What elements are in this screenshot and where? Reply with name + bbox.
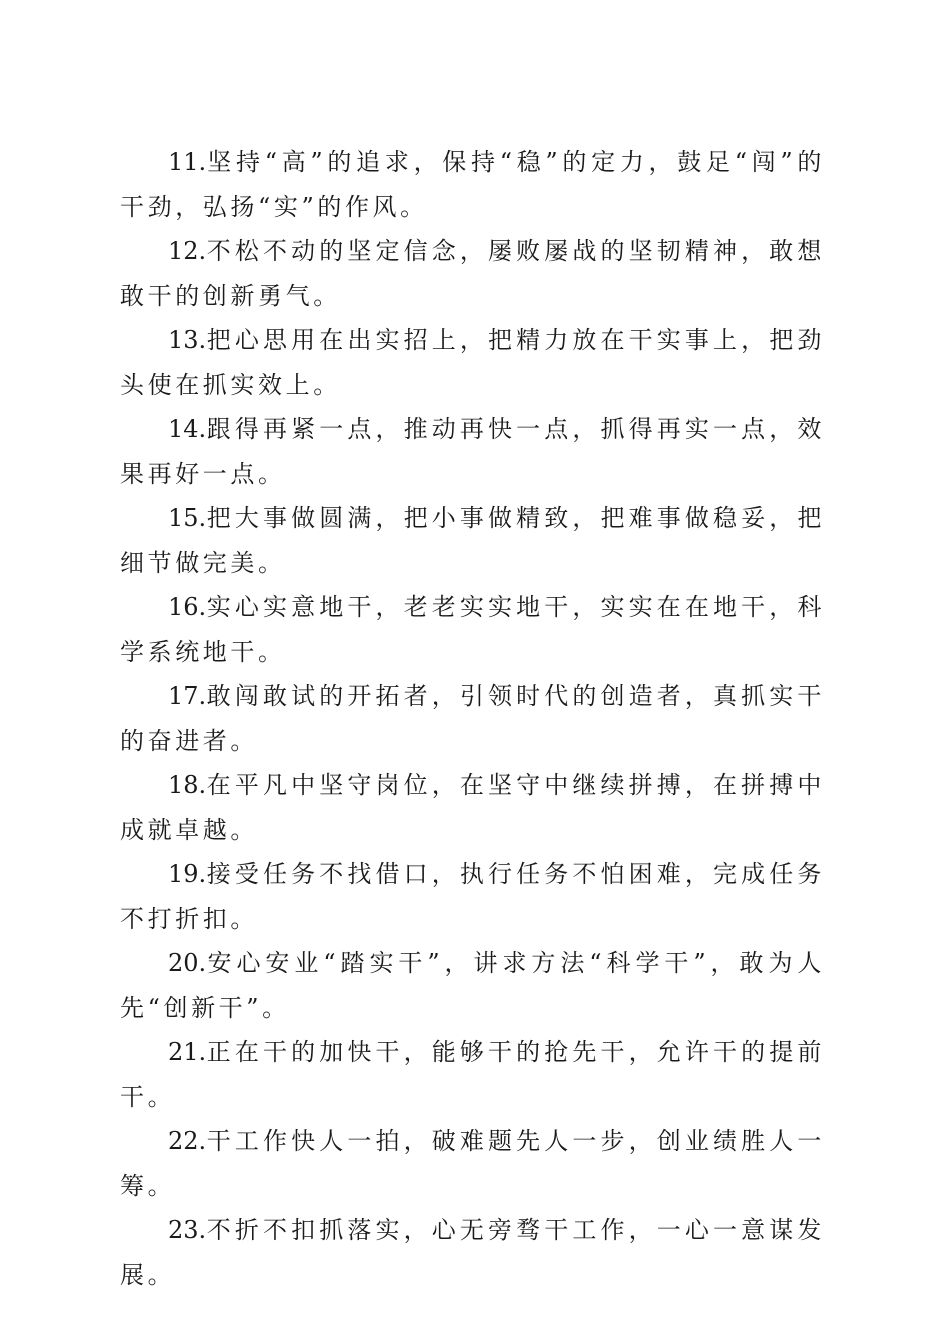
list-item — [120, 140, 825, 229]
item-text: 坚持“高”的追求，保持“稳”的定力，鼓足“闯”的干劲，弘扬“实”的作风。 — [120, 148, 825, 221]
list-item — [120, 941, 825, 1030]
list-item — [120, 496, 825, 585]
item-number: 17. — [168, 682, 207, 710]
item-text: 安心安业“踏实干”，讲求方法“科学干”，敢为人先“创新干”。 — [120, 949, 825, 1022]
item-text: 不折不扣抓落实，心无旁骛干工作，一心一意谋发展。 — [120, 1216, 825, 1289]
item-text: 跟得再紧一点，推动再快一点，抓得再实一点，效果再好一点。 — [120, 415, 825, 488]
list-item — [120, 1119, 825, 1208]
list-item — [120, 763, 825, 852]
list-item — [120, 585, 825, 674]
item-number: 21. — [168, 1038, 207, 1066]
item-text: 把大事做圆满，把小事做精致，把难事做稳妥，把细节做完美。 — [120, 504, 825, 577]
list-item — [120, 1030, 825, 1119]
item-text: 不松不动的坚定信念，屡败屡战的坚韧精神，敢想敢干的创新勇气。 — [120, 237, 825, 310]
list-item — [120, 1208, 825, 1297]
item-text: 实心实意地干，老老实实地干，实实在在地干，科学系统地干。 — [120, 593, 825, 666]
item-text: 在平凡中坚守岗位，在坚守中继续拼搏，在拼搏中成就卓越。 — [120, 771, 825, 844]
item-text: 接受任务不找借口，执行任务不怕困难，完成任务不打折扣。 — [120, 860, 825, 933]
item-text: 干工作快人一拍，破难题先人一步，创业绩胜人一筹。 — [120, 1127, 825, 1200]
list-item — [120, 852, 825, 941]
list-item — [120, 407, 825, 496]
item-text: 把心思用在出实招上，把精力放在干实事上，把劲头使在抓实效上。 — [120, 326, 825, 399]
list-item — [120, 318, 825, 407]
item-number: 14. — [168, 415, 207, 443]
item-number: 20. — [168, 949, 207, 977]
item-number: 12. — [168, 237, 207, 265]
item-number: 19. — [168, 860, 207, 888]
item-number: 22. — [168, 1127, 207, 1155]
list-item — [120, 229, 825, 318]
item-number: 13. — [168, 326, 207, 354]
item-number: 18. — [168, 771, 207, 799]
item-text: 敢闯敢试的开拓者，引领时代的创造者，真抓实干的奋进者。 — [120, 682, 825, 755]
item-number: 16. — [168, 593, 207, 621]
item-text: 正在干的加快干，能够干的抢先干，允许干的提前干。 — [120, 1038, 825, 1111]
item-number: 23. — [168, 1216, 207, 1244]
item-number: 11. — [168, 148, 207, 176]
item-number: 15. — [168, 504, 207, 532]
list-item — [120, 674, 825, 763]
document-body — [120, 140, 825, 1297]
